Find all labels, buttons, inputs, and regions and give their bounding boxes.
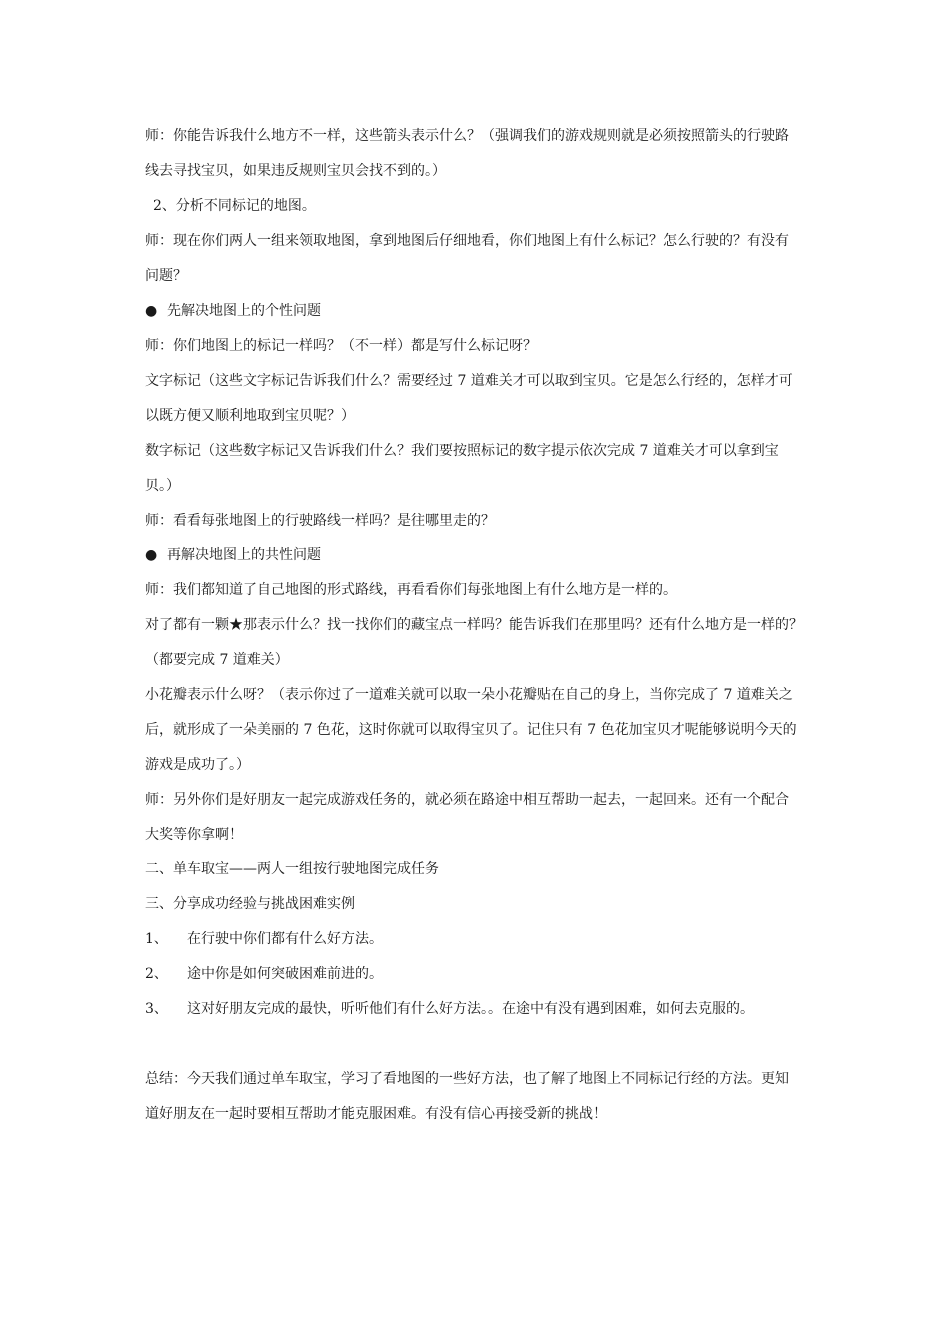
bullet-item bbox=[145, 301, 321, 321]
bullet-text: 再解决地图上的共性问题 bbox=[167, 547, 321, 563]
paragraph-line: （都要完成 7 道难关） bbox=[145, 652, 289, 668]
section-heading: 2、分析不同标记的地图。 bbox=[153, 198, 316, 214]
summary-line: 总结：今天我们通过单车取宝，学习了看地图的一些好方法，也了解了地图上不同标记行经的方法。更知 bbox=[145, 1071, 789, 1087]
paragraph-line: 问题？ bbox=[145, 268, 187, 284]
paragraph-line: 数字标记（这些数字标记又告诉我们什么？我们要按照标记的数字提示依次完成 7 道难关才可以拿到宝 bbox=[145, 443, 779, 459]
paragraph-line: 小花瓣表示什么呀？（表示你过了一道难关就可以取一朵小花瓣贴在自己的身上，当你完成了 7 道难关之 bbox=[145, 687, 793, 703]
bullet-text: 先解决地图上的个性问题 bbox=[167, 303, 321, 319]
numbered-item bbox=[145, 964, 383, 984]
paragraph-line: 线去寻找宝贝，如果违反规则宝贝会找不到的。） bbox=[145, 163, 446, 179]
paragraph-line: 师：你能告诉我什么地方不一样，这些箭头表示什么？（强调我们的游戏规则就是必须按照箭头的行驶路 bbox=[145, 128, 789, 144]
paragraph-line: 师：另外你们是好朋友一起完成游戏任务的，就必须在路途中相互帮助一起去，一起回来。还有一个配合 bbox=[145, 792, 789, 808]
bullet-item bbox=[145, 545, 321, 565]
paragraph-line: 文字标记（这些文字标记告诉我们什么？需要经过 7 道难关才可以取到宝贝。它是怎么行经的，怎样才可 bbox=[145, 373, 793, 389]
paragraph-line: 师：现在你们两人一组来领取地图，拿到地图后仔细地看，你们地图上有什么标记？怎么行驶的？有没有 bbox=[145, 233, 789, 249]
item-text: 这对好朋友完成的最快，听听他们有什么好方法。。在途中有没有遇到困难，如何去克服的。 bbox=[187, 1001, 754, 1017]
bullet-icon: ● bbox=[145, 303, 158, 319]
paragraph-line: 师：我们都知道了自己地图的形式路线，再看看你们每张地图上有什么地方是一样的。 bbox=[145, 582, 677, 598]
paragraph-line: 师：看看每张地图上的行驶路线一样吗？是往哪里走的？ bbox=[145, 513, 495, 529]
item-text: 途中你是如何突破困难前进的。 bbox=[187, 966, 383, 982]
section-heading: 三、分享成功经验与挑战困难实例 bbox=[145, 896, 355, 912]
numbered-item bbox=[145, 999, 754, 1019]
item-number: 1、 bbox=[145, 931, 168, 947]
numbered-item bbox=[145, 929, 383, 949]
paragraph-line: 大奖等你拿啊！ bbox=[145, 827, 243, 843]
item-text: 在行驶中你们都有什么好方法。 bbox=[187, 931, 383, 947]
paragraph-line: 后，就形成了一朵美丽的 7 色花，这时你就可以取得宝贝了。记住只有 7 色花加宝贝才呢能够说明今天的 bbox=[145, 722, 797, 738]
paragraph-line: 游戏是成功了。） bbox=[145, 757, 250, 773]
section-heading: 二、单车取宝——两人一组按行驶地图完成任务 bbox=[145, 861, 439, 877]
paragraph-line: 以既方便又顺利地取到宝贝呢？） bbox=[145, 408, 355, 424]
paragraph-line: 贝。） bbox=[145, 478, 180, 494]
summary-line: 道好朋友在一起时要相互帮助才能克服困难。有没有信心再接受新的挑战！ bbox=[145, 1106, 607, 1122]
paragraph-line: 对了都有一颗★那表示什么？找一找你们的藏宝点一样吗？能告诉我们在那里吗？还有什么地方是一样的？ bbox=[145, 617, 803, 633]
bullet-icon: ● bbox=[145, 547, 158, 563]
paragraph-line: 师：你们地图上的标记一样吗？（不一样）都是写什么标记呀？ bbox=[145, 338, 537, 354]
item-number: 3、 bbox=[145, 1001, 168, 1017]
item-number: 2、 bbox=[145, 966, 168, 982]
